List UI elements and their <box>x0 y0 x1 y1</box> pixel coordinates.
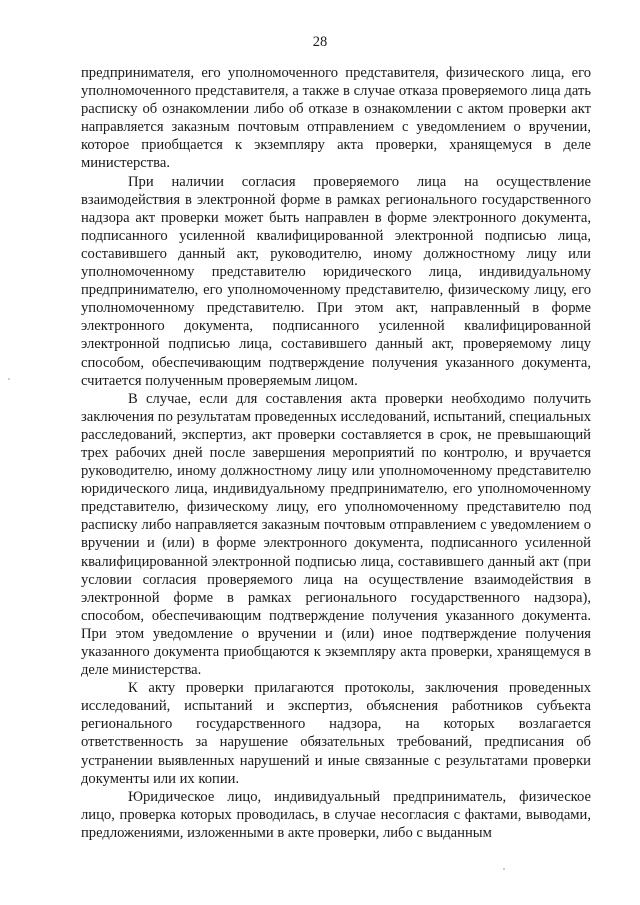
paragraph: При наличии согласия проверяемого лица на осуществление взаимодействия в электронной форме в рамках регионального государственного надзора акт проверки может быть направлен в форме электронного документа, подписанного усиленной квалифицированной электронной подписью лица, составившего данный акт, руководителю, иному должностному лицу или уполномоченному представителю юридического лица, индивидуальному предпринимателю, его уполномоченному представителю, физическому лицу, его уполномоченному представителю. При этом акт, направленный в форме электронного документа, подписанного усиленной квалифицированной электронной подписью лица, составившего данный акт, проверяемому лицу способом, обеспечивающим подтверждение получения указанного документа, считается полученным проверяемым лицом. <box>81 173 591 389</box>
document-body <box>81 64 591 842</box>
page-number: 28 <box>312 34 328 50</box>
scan-speck <box>503 868 505 870</box>
scan-speck <box>8 378 10 380</box>
paragraph: В случае, если для составления акта проверки необходимо получить заключения по результатам проведенных исследований, испытаний, специальных расследований, экспертиз, акт проверки составляется в срок, не превышающий трех рабочих дней после завершения мероприятий по контролю, и вручается руководителю, иному должностному лицу или уполномоченному представителю юридического лица, индивидуальному предпринимателю, его уполномоченному представителю, физическому лицу, его уполномоченному представителю под расписку либо направляется заказным почтовым отправлением с уведомлением о вручении и (или) в форме электронного документа, подписанного усиленной квалифицированной электронной подписью лица, составившего данный акт (при условии согласия проверяемого лица на осуществление взаимодействия в электронной форме в рамках регионального государственного надзора), способом, обеспечивающим подтверждение получения указанного документа. При этом уведомление о вручении и (или) иное подтверждение получения указанного документа приобщаются к экземпляру акта проверки, хранящемуся в деле министерства. <box>81 390 591 679</box>
paragraph: Юридическое лицо, индивидуальный предприниматель, физическое лицо, проверка которых проводилась, в случае несогласия с фактами, выводами, предложениями, изложенными в акте проверки, либо с выданным <box>81 788 591 841</box>
paragraph: К акту проверки прилагаются протоколы, заключения проведенных исследований, испытаний и экспертиз, объяснения работников субъекта регионального государственного надзора, на которых возлагается ответственность за нарушение обязательных требований, предписания об устранении выявленных нарушений и иные связанные с результатами проверки документы или их копии. <box>81 680 591 787</box>
paragraph: предпринимателя, его уполномоченного представителя, физического лица, его уполномоченного представителя, а также в случае отказа проверяемого лица дать расписку об ознакомлении либо об отказе в ознакомлении с актом проверки акт направляется заказным почтовым отправлением с уведомлением о вручении, которое приобщается к экземпляру акта проверки, хранящемуся в деле министерства. <box>81 65 591 172</box>
